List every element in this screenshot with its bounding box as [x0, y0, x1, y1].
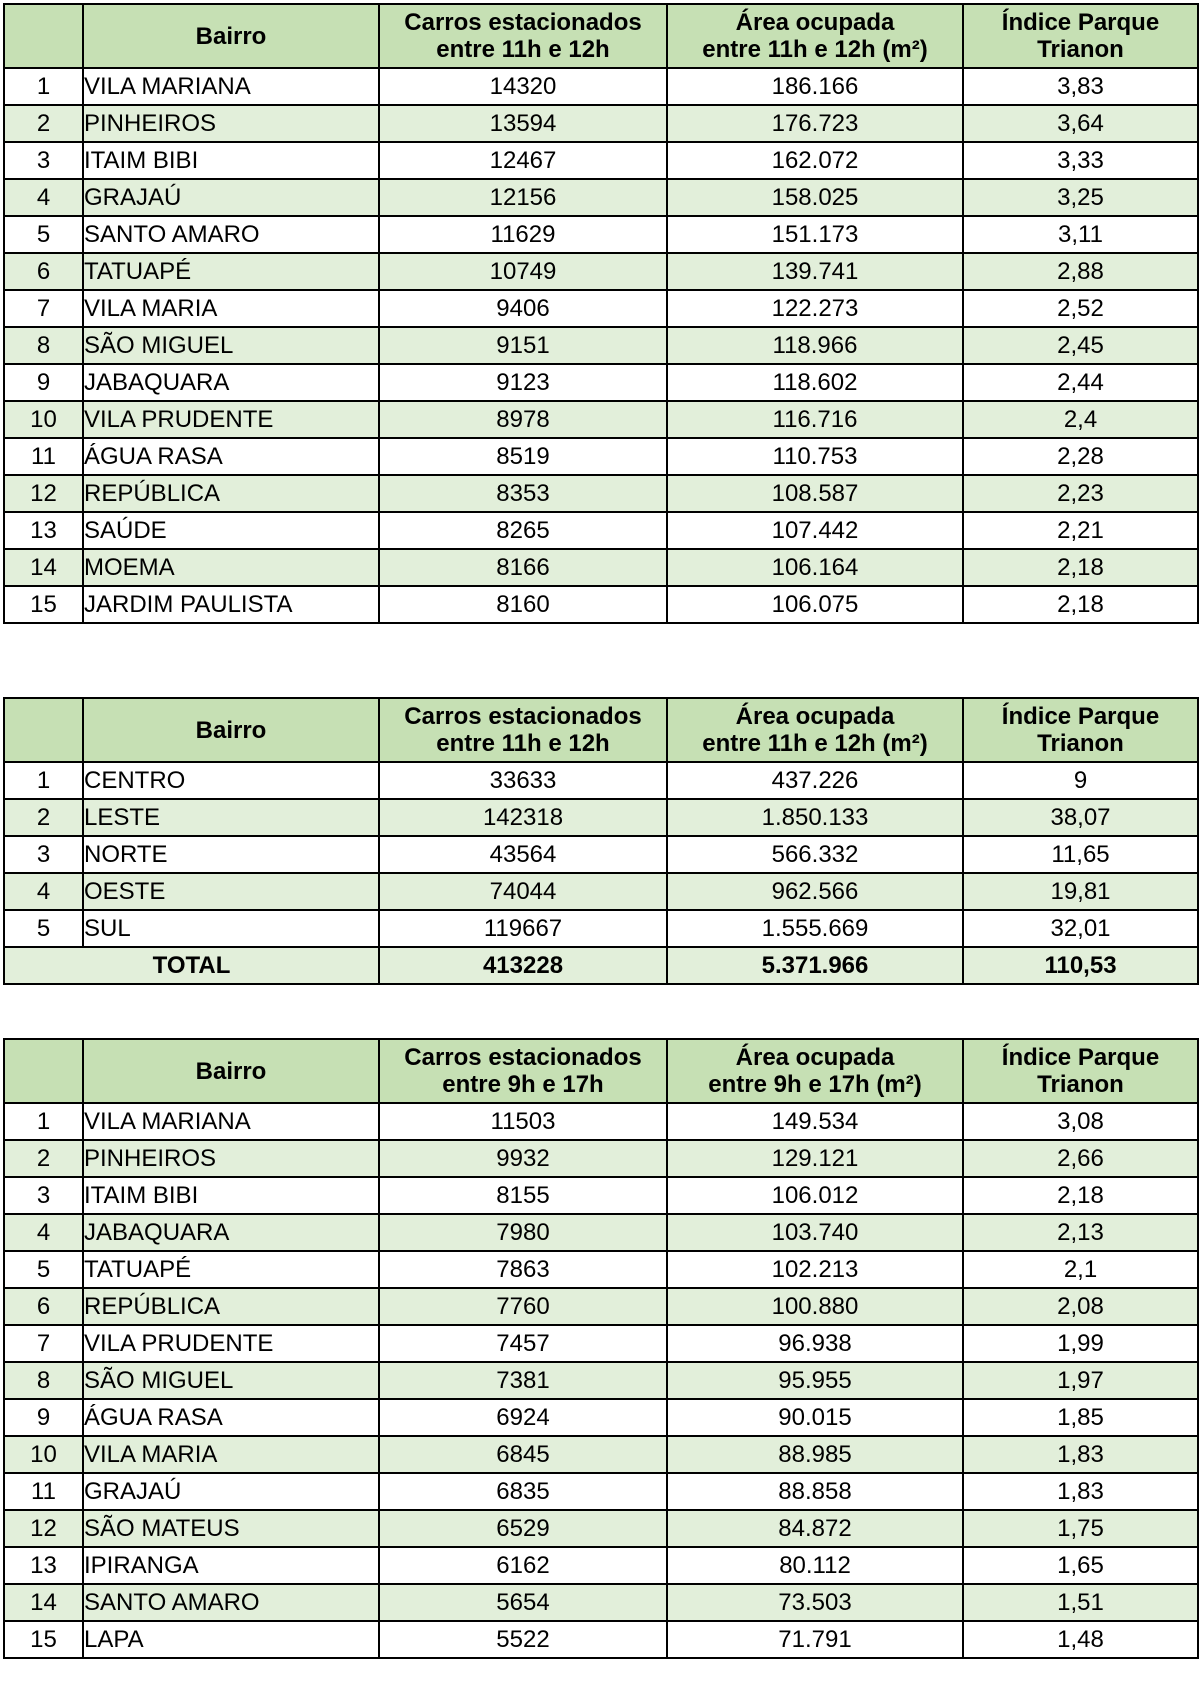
header-area: Área ocupada entre 11h e 12h (m²) [667, 4, 963, 68]
row-index: 4 [4, 873, 83, 910]
table-row [4, 1473, 1198, 1510]
row-index: 15 [4, 586, 83, 623]
row-area: 84.872 [667, 1510, 963, 1547]
table-row [4, 586, 1198, 623]
table-row [4, 105, 1198, 142]
row-indice: 2,23 [963, 475, 1198, 512]
row-area: 149.534 [667, 1103, 963, 1140]
row-bairro: IPIRANGA [83, 1547, 379, 1584]
row-indice: 2,08 [963, 1288, 1198, 1325]
row-area: 106.164 [667, 549, 963, 586]
row-bairro: MOEMA [83, 549, 379, 586]
row-carros: 6924 [379, 1399, 667, 1436]
header-row [4, 4, 1198, 68]
row-index: 15 [4, 1621, 83, 1658]
row-area: 162.072 [667, 142, 963, 179]
row-area: 176.723 [667, 105, 963, 142]
row-index: 14 [4, 549, 83, 586]
row-indice: 38,07 [963, 799, 1198, 836]
row-index: 1 [4, 762, 83, 799]
row-area: 566.332 [667, 836, 963, 873]
table-row [4, 1140, 1198, 1177]
row-bairro: ÁGUA RASA [83, 438, 379, 475]
row-indice: 1,85 [963, 1399, 1198, 1436]
header-indice: Índice Parque Trianon [963, 4, 1198, 68]
row-area: 108.587 [667, 475, 963, 512]
row-index: 2 [4, 105, 83, 142]
header-carros: Carros estacionados entre 9h e 17h [379, 1039, 667, 1103]
table-row [4, 142, 1198, 179]
row-carros: 11503 [379, 1103, 667, 1140]
row-bairro: VILA MARIA [83, 1436, 379, 1473]
row-indice: 3,64 [963, 105, 1198, 142]
row-area: 95.955 [667, 1362, 963, 1399]
row-carros: 8166 [379, 549, 667, 586]
row-bairro: ITAIM BIBI [83, 142, 379, 179]
row-bairro: CENTRO [83, 762, 379, 799]
row-bairro: OESTE [83, 873, 379, 910]
row-bairro: ITAIM BIBI [83, 1177, 379, 1214]
row-area: 129.121 [667, 1140, 963, 1177]
table-row [4, 1510, 1198, 1547]
header-index [4, 1039, 83, 1103]
row-indice: 2,18 [963, 1177, 1198, 1214]
row-indice: 2,66 [963, 1140, 1198, 1177]
table-row [4, 1251, 1198, 1288]
table-row [4, 364, 1198, 401]
header-indice: Índice Parque Trianon [963, 698, 1198, 762]
table-row [4, 1436, 1198, 1473]
row-carros: 8265 [379, 512, 667, 549]
row-bairro: NORTE [83, 836, 379, 873]
row-index: 8 [4, 327, 83, 364]
table-row [4, 762, 1198, 799]
table-row [4, 68, 1198, 105]
row-carros: 7980 [379, 1214, 667, 1251]
row-bairro: VILA PRUDENTE [83, 401, 379, 438]
row-index: 3 [4, 142, 83, 179]
row-bairro: JABAQUARA [83, 1214, 379, 1251]
row-area: 106.075 [667, 586, 963, 623]
table-row [4, 549, 1198, 586]
row-bairro: GRAJAÚ [83, 179, 379, 216]
row-index: 9 [4, 1399, 83, 1436]
row-indice: 11,65 [963, 836, 1198, 873]
row-area: 186.166 [667, 68, 963, 105]
row-bairro: SÃO MIGUEL [83, 1362, 379, 1399]
row-bairro: VILA PRUDENTE [83, 1325, 379, 1362]
row-carros: 9406 [379, 290, 667, 327]
row-indice: 2,45 [963, 327, 1198, 364]
row-bairro: SÃO MIGUEL [83, 327, 379, 364]
row-indice: 1,99 [963, 1325, 1198, 1362]
row-carros: 7457 [379, 1325, 667, 1362]
table-row [4, 836, 1198, 873]
row-area: 158.025 [667, 179, 963, 216]
table-row [4, 1584, 1198, 1621]
row-carros: 14320 [379, 68, 667, 105]
region-table-11h-12h [3, 697, 1199, 985]
row-index: 2 [4, 1140, 83, 1177]
row-index: 8 [4, 1362, 83, 1399]
row-indice: 2,13 [963, 1214, 1198, 1251]
row-carros: 8353 [379, 475, 667, 512]
row-index: 5 [4, 910, 83, 947]
row-bairro: REPÚBLICA [83, 475, 379, 512]
row-indice: 2,4 [963, 401, 1198, 438]
table-row [4, 401, 1198, 438]
table-row [4, 1103, 1198, 1140]
row-indice: 1,75 [963, 1510, 1198, 1547]
row-indice: 1,97 [963, 1362, 1198, 1399]
row-bairro: VILA MARIANA [83, 68, 379, 105]
table-row [4, 475, 1198, 512]
header-bairro: Bairro [83, 698, 379, 762]
row-index: 7 [4, 290, 83, 327]
ranking-table-11h-12h [3, 3, 1199, 624]
row-carros: 12156 [379, 179, 667, 216]
row-indice: 2,28 [963, 438, 1198, 475]
header-indice: Índice Parque Trianon [963, 1039, 1198, 1103]
table-row [4, 799, 1198, 836]
table-row [4, 910, 1198, 947]
header-bairro: Bairro [83, 1039, 379, 1103]
row-bairro: JABAQUARA [83, 364, 379, 401]
row-area: 96.938 [667, 1325, 963, 1362]
row-area: 88.985 [667, 1436, 963, 1473]
row-area: 118.966 [667, 327, 963, 364]
row-index: 5 [4, 1251, 83, 1288]
row-indice: 3,83 [963, 68, 1198, 105]
table-row [4, 1288, 1198, 1325]
row-index: 6 [4, 253, 83, 290]
ranking-table-9h-17h [3, 1038, 1199, 1659]
row-indice: 2,18 [963, 586, 1198, 623]
header-area: Área ocupada entre 9h e 17h (m²) [667, 1039, 963, 1103]
row-carros: 9151 [379, 327, 667, 364]
row-bairro: PINHEIROS [83, 105, 379, 142]
table-row [4, 1214, 1198, 1251]
header-carros: Carros estacionados entre 11h e 12h [379, 4, 667, 68]
total-carros: 413228 [379, 947, 667, 984]
row-indice: 1,65 [963, 1547, 1198, 1584]
row-bairro: VILA MARIANA [83, 1103, 379, 1140]
table-row [4, 179, 1198, 216]
row-bairro: SÃO MATEUS [83, 1510, 379, 1547]
header-row [4, 1039, 1198, 1103]
row-carros: 10749 [379, 253, 667, 290]
row-bairro: LESTE [83, 799, 379, 836]
row-carros: 7863 [379, 1251, 667, 1288]
row-area: 90.015 [667, 1399, 963, 1436]
row-carros: 8519 [379, 438, 667, 475]
row-indice: 2,44 [963, 364, 1198, 401]
row-indice: 32,01 [963, 910, 1198, 947]
row-area: 100.880 [667, 1288, 963, 1325]
row-carros: 119667 [379, 910, 667, 947]
row-carros: 9932 [379, 1140, 667, 1177]
total-indice: 110,53 [963, 947, 1198, 984]
row-carros: 5522 [379, 1621, 667, 1658]
row-carros: 5654 [379, 1584, 667, 1621]
header-index [4, 698, 83, 762]
row-indice: 1,83 [963, 1436, 1198, 1473]
row-carros: 8160 [379, 586, 667, 623]
row-area: 118.602 [667, 364, 963, 401]
row-index: 3 [4, 836, 83, 873]
row-index: 14 [4, 1584, 83, 1621]
row-index: 11 [4, 438, 83, 475]
row-carros: 8155 [379, 1177, 667, 1214]
row-bairro: TATUAPÉ [83, 1251, 379, 1288]
row-index: 1 [4, 1103, 83, 1140]
row-bairro: GRAJAÚ [83, 1473, 379, 1510]
table-row [4, 873, 1198, 910]
row-carros: 74044 [379, 873, 667, 910]
total-row [4, 947, 1198, 984]
table-row [4, 1325, 1198, 1362]
row-area: 102.213 [667, 1251, 963, 1288]
row-indice: 9 [963, 762, 1198, 799]
table-row [4, 290, 1198, 327]
row-index: 4 [4, 179, 83, 216]
row-bairro: SAÚDE [83, 512, 379, 549]
row-carros: 7381 [379, 1362, 667, 1399]
row-index: 7 [4, 1325, 83, 1362]
row-area: 437.226 [667, 762, 963, 799]
row-index: 12 [4, 1510, 83, 1547]
row-bairro: REPÚBLICA [83, 1288, 379, 1325]
row-index: 10 [4, 401, 83, 438]
row-bairro: SUL [83, 910, 379, 947]
row-indice: 2,18 [963, 549, 1198, 586]
table-row [4, 253, 1198, 290]
row-bairro: JARDIM PAULISTA [83, 586, 379, 623]
row-carros: 12467 [379, 142, 667, 179]
row-indice: 3,08 [963, 1103, 1198, 1140]
row-bairro: VILA MARIA [83, 290, 379, 327]
row-area: 103.740 [667, 1214, 963, 1251]
row-index: 2 [4, 799, 83, 836]
total-area: 5.371.966 [667, 947, 963, 984]
row-carros: 8978 [379, 401, 667, 438]
row-carros: 11629 [379, 216, 667, 253]
row-carros: 43564 [379, 836, 667, 873]
table-row [4, 438, 1198, 475]
row-indice: 1,83 [963, 1473, 1198, 1510]
row-area: 73.503 [667, 1584, 963, 1621]
header-area: Área ocupada entre 11h e 12h (m²) [667, 698, 963, 762]
row-index: 5 [4, 216, 83, 253]
row-area: 80.112 [667, 1547, 963, 1584]
row-indice: 3,11 [963, 216, 1198, 253]
row-indice: 3,33 [963, 142, 1198, 179]
row-indice: 1,51 [963, 1584, 1198, 1621]
row-area: 122.273 [667, 290, 963, 327]
row-area: 106.012 [667, 1177, 963, 1214]
row-bairro: LAPA [83, 1621, 379, 1658]
table-row [4, 327, 1198, 364]
row-index: 12 [4, 475, 83, 512]
row-carros: 13594 [379, 105, 667, 142]
row-carros: 33633 [379, 762, 667, 799]
table-row [4, 1399, 1198, 1436]
row-carros: 7760 [379, 1288, 667, 1325]
row-area: 88.858 [667, 1473, 963, 1510]
row-carros: 6835 [379, 1473, 667, 1510]
table-row [4, 1177, 1198, 1214]
row-area: 71.791 [667, 1621, 963, 1658]
row-index: 9 [4, 364, 83, 401]
header-index [4, 4, 83, 68]
row-area: 116.716 [667, 401, 963, 438]
row-carros: 6529 [379, 1510, 667, 1547]
row-bairro: PINHEIROS [83, 1140, 379, 1177]
row-index: 1 [4, 68, 83, 105]
row-carros: 9123 [379, 364, 667, 401]
header-carros: Carros estacionados entre 11h e 12h [379, 698, 667, 762]
table-row [4, 512, 1198, 549]
row-carros: 6845 [379, 1436, 667, 1473]
row-indice: 2,21 [963, 512, 1198, 549]
row-bairro: TATUAPÉ [83, 253, 379, 290]
row-bairro: SANTO AMARO [83, 1584, 379, 1621]
row-area: 110.753 [667, 438, 963, 475]
row-indice: 19,81 [963, 873, 1198, 910]
row-area: 139.741 [667, 253, 963, 290]
header-bairro: Bairro [83, 4, 379, 68]
row-index: 13 [4, 512, 83, 549]
row-carros: 6162 [379, 1547, 667, 1584]
header-row [4, 698, 1198, 762]
row-index: 11 [4, 1473, 83, 1510]
row-indice: 2,1 [963, 1251, 1198, 1288]
row-index: 4 [4, 1214, 83, 1251]
table-row [4, 1621, 1198, 1658]
row-area: 151.173 [667, 216, 963, 253]
row-indice: 3,25 [963, 179, 1198, 216]
row-index: 10 [4, 1436, 83, 1473]
row-bairro: ÁGUA RASA [83, 1399, 379, 1436]
table-row [4, 1362, 1198, 1399]
row-indice: 1,48 [963, 1621, 1198, 1658]
row-area: 107.442 [667, 512, 963, 549]
row-index: 6 [4, 1288, 83, 1325]
row-area: 1.850.133 [667, 799, 963, 836]
row-area: 1.555.669 [667, 910, 963, 947]
total-label: TOTAL [4, 947, 379, 984]
row-index: 3 [4, 1177, 83, 1214]
row-bairro: SANTO AMARO [83, 216, 379, 253]
table-row [4, 216, 1198, 253]
row-index: 13 [4, 1547, 83, 1584]
row-indice: 2,88 [963, 253, 1198, 290]
row-area: 962.566 [667, 873, 963, 910]
row-carros: 142318 [379, 799, 667, 836]
row-indice: 2,52 [963, 290, 1198, 327]
table-row [4, 1547, 1198, 1584]
